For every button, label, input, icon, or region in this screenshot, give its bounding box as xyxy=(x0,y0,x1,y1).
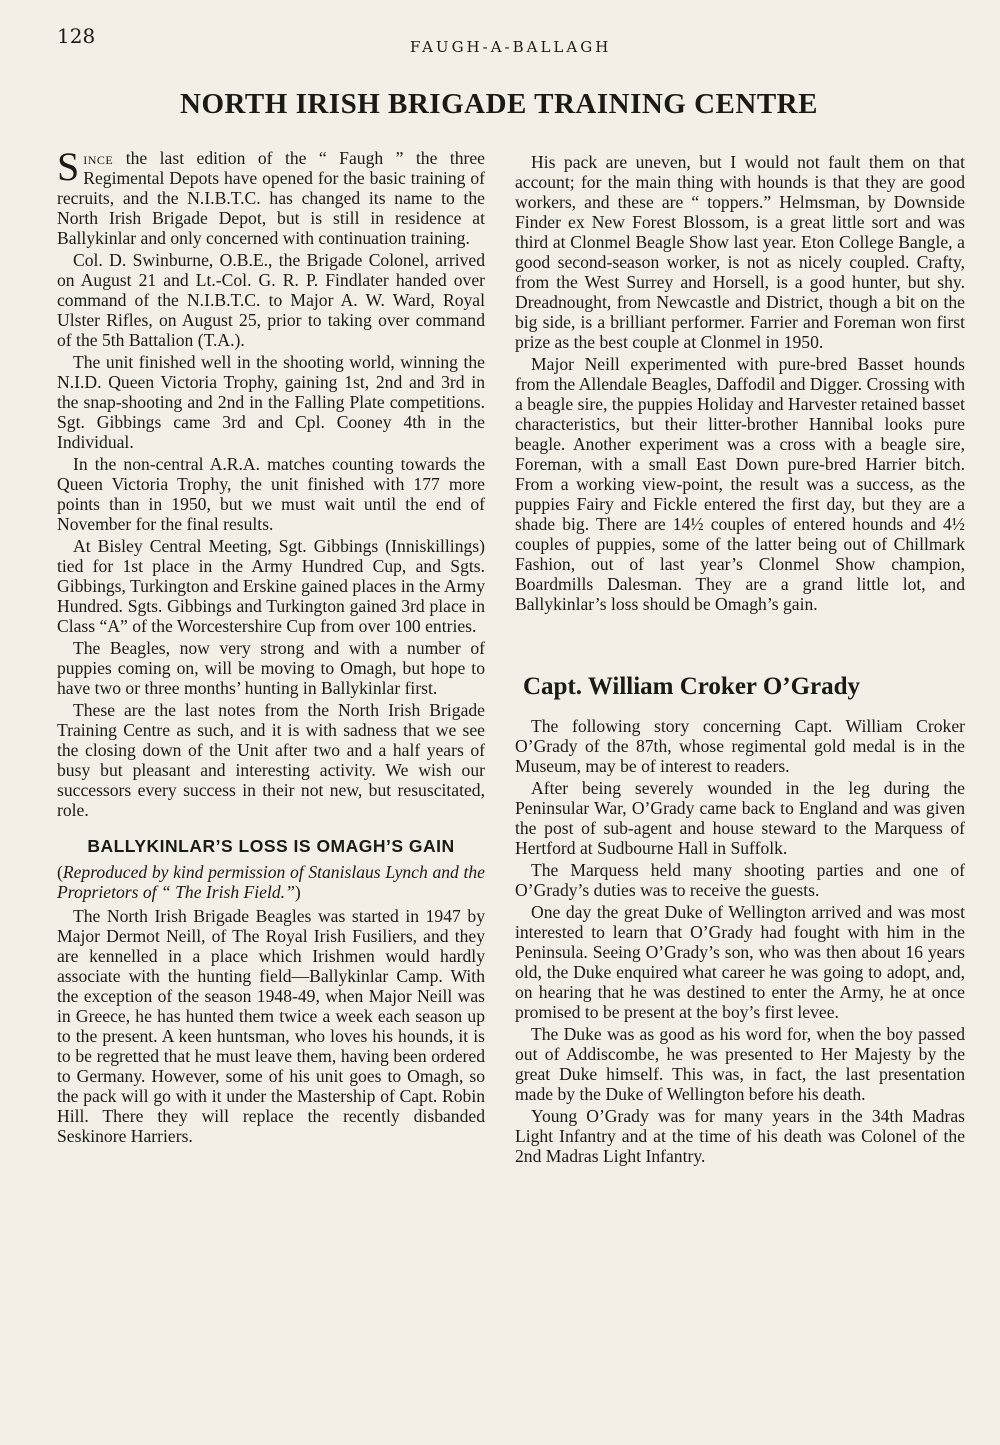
left-column xyxy=(57,144,485,1148)
paragraph-bisley: At Bisley Central Meeting, Sgt. Gibbings (Inniskillings) tied for 1st place in the Army Hundred Cup, and Sgts. Gibbings, Turkington and Erskine gained places in the Army Hundred. Sgts. Gibbings and Turkington gained 3rd place in Class “A” of the Worcestershire Cup from over 100 entries. xyxy=(57,536,485,636)
paragraph-shooting: The unit finished well in the shooting world, winning the N.I.D. Queen Victoria Trophy, gaining 1st, 2nd and 3rd in the snap-shooting and 2nd in the Falling Plate competitions. Sgt. Gibbings came 3rd and Cpl. Cooney 4th in the Individual. xyxy=(57,352,485,452)
drop-cap: S xyxy=(57,144,80,189)
right-column xyxy=(515,152,965,1168)
section-heading: BALLYKINLAR’S LOSS IS OMAGH’S GAIN xyxy=(87,836,455,856)
credit-open-paren: ( xyxy=(57,862,63,882)
ogrady-paragraph-2: After being severely wounded in the leg during the Peninsular War, O’Grady came back to England and was given the post of sub-agent and house steward to the Marquess of Hertford at Sudbourne Hall in Suffolk. xyxy=(515,778,965,858)
ogrady-paragraph-4: One day the great Duke of Wellington arrived and was most interested to learn that O’Grady had fought with him in the Peninsula. Seeing O’Grady’s son, who was then about 16 years old, the Duke enquired what career he was going to adopt, and, on hearing that he was destined to enter the Army, he at once promised to be present at the boy’s first levee. xyxy=(515,902,965,1022)
page-number: 128 xyxy=(57,24,96,48)
paragraph-brigade-colonel: Col. D. Swinburne, O.B.E., the Brigade Colonel, arrived on August 21 and Lt.-Col. G. R. P. Findlater handed over command of the N.I.B.T.C. to Major A. W. Ward, Royal Ulster Rifles, on August 25, prior to taking over command of the 5th Battalion (T.A.). xyxy=(57,250,485,350)
article-title-ogrady: Capt. William Croker O’Grady xyxy=(523,673,861,700)
paragraph-beagles: The Beagles, now very strong and with a number of puppies coming on, will be moving to Omagh, but hope to have two or three months’ hunting in Ballykinlar first. xyxy=(57,638,485,698)
ogrady-paragraph-1: The following story concerning Capt. William Croker O’Grady of the 87th, whose regimental gold medal is in the Museum, may be of interest to readers. xyxy=(515,716,965,776)
paragraph-pack: His pack are uneven, but I would not fault them on that account; for the main thing with hounds is that they are good workers, and these are “ toppers.” Helmsman, by Downside Finder ex New Forest Blossom, is a great little sort and was third at Clonmel Beagle Show last year. Eton College Bangle, a good second-season worker, is not as nicely coupled. Crafty, from the West Surrey and Horsell, is a good hunter, but shy. Dreadnought, from Newcastle and District, though a bit on the big side, is a brilliant performer. Farrier and Foreman won first prize as the best couple at Clonmel in 1950. xyxy=(515,152,965,352)
running-head: FAUGH-A-BALLAGH xyxy=(410,38,612,56)
intro-paragraph xyxy=(57,144,485,248)
paragraph-experiments: Major Neill experimented with pure-bred Basset hounds from the Allendale Beagles, Daffodil and Digger. Crossing with a beagle sire, the puppies Holiday and Harvester retained basset characteristics, but their litter-brother Hannibal looks pure beagle. Another experiment was a cross with a beagle sire, Foreman, with a small East Down pure-bred Harrier bitch. From a working view-point, the result was a success, as the puppies Fairy and Fickle entered the first day, but they are a shade big. There are 14½ couples of entered hounds and 4½ couples of puppies, some of the latter being out of Chillmark Fashion, out of last year’s Clonmel Show champion, Boardmills Dalesman. They are a grand little lot, and Ballykinlar’s loss should be Omagh’s gain. xyxy=(515,354,965,614)
paragraph-ara-matches: In the non-central A.R.A. matches counting towards the Queen Victoria Trophy, the unit finished with 177 more points than in 1950, but we must wait until the end of November for the final results. xyxy=(57,454,485,534)
intro-smallcaps: ince xyxy=(83,148,114,168)
credit-text: Reproduced by kind permission of Stanislaus Lynch and the Proprietors of “ The Irish Field.” xyxy=(57,862,485,902)
credit-close-paren: ) xyxy=(294,882,301,902)
ogrady-paragraph-6: Young O’Grady was for many years in the 34th Madras Light Infantry and at the time of his death was Colonel of the 2nd Madras Light Infantry. xyxy=(515,1106,965,1166)
reproduction-credit xyxy=(57,862,485,902)
article-main-title: NORTH IRISH BRIGADE TRAINING CENTRE xyxy=(180,88,818,120)
ogrady-paragraph-3: The Marquess held many shooting parties and one of O’Grady’s duties was to receive the guests. xyxy=(515,860,965,900)
paragraph-beagle-history: The North Irish Brigade Beagles was started in 1947 by Major Dermot Neill, of The Royal Irish Fusiliers, and they are kennelled in a place which Irishmen would hardly associate with the hunting field—Ballykinlar Camp. With the exception of the season 1948-49, when Major Neill was in Greece, he has hunted them twice a week each season up to the present. A keen huntsman, who loves his hounds, it is to be regretted that he must leave them, having been ordered to Germany. However, some of his unit goes to Omagh, so the pack will go with it under the Mastership of Capt. Robin Hill. There they will replace the recently disbanded Seskinore Harriers. xyxy=(57,906,485,1146)
ogrady-paragraph-5: The Duke was as good as his word for, when the boy passed out of Addiscombe, he was presented to Her Majesty by the great Duke himself. This was, in fact, the last presentation made by the Duke of Wellington before his death. xyxy=(515,1024,965,1104)
intro-text: the last edition of the “ Faugh ” the three Regimental Depots have opened for the basic training of recruits, and the N.I.B.T.C. has changed its name to the North Irish Brigade Depot, but is still in residence at Ballykinlar and only concerned with continuation training. xyxy=(57,148,485,248)
paragraph-last-notes: These are the last notes from the North Irish Brigade Training Centre as such, and it is with sadness that we see the closing down of the Unit after two and a half years of busy but pleasant and interesting activity. We wish our successors every success in their not new, but resuscitated, role. xyxy=(57,700,485,820)
